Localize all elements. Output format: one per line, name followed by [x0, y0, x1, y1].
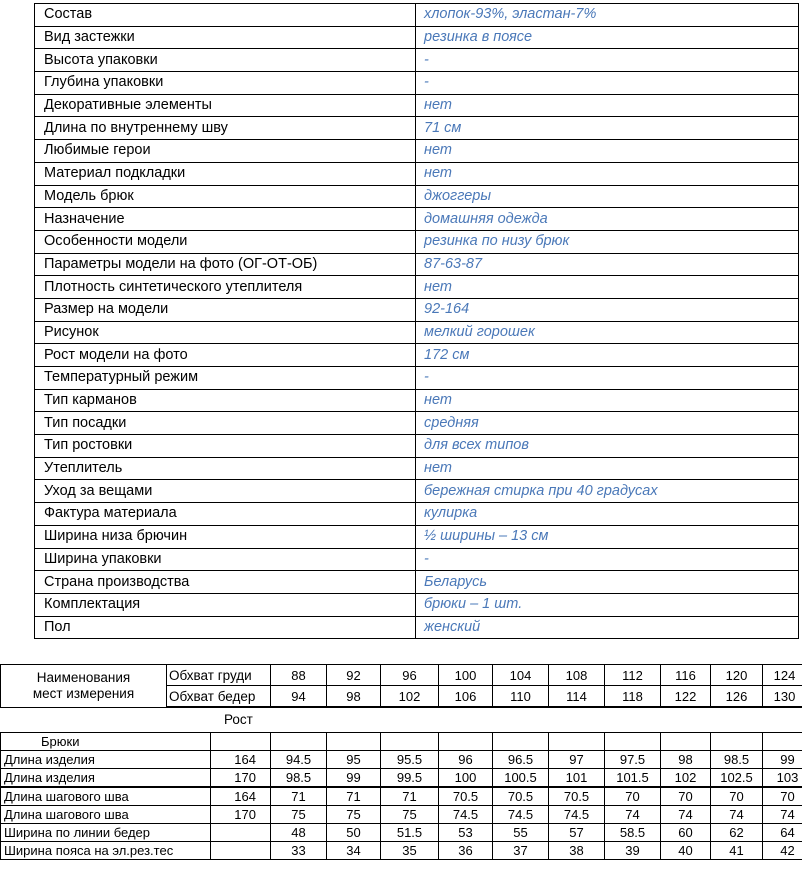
spec-label: Вид застежки	[35, 26, 416, 49]
measurement-value: 94.5	[271, 751, 327, 769]
spec-label: Особенности модели	[35, 230, 416, 253]
measurement-value: 74	[763, 806, 802, 824]
empty-cell	[439, 733, 493, 751]
empty-cell	[327, 733, 381, 751]
measurement-value: 53	[439, 824, 493, 842]
spec-row	[35, 525, 799, 548]
measurement-label: Длина изделия	[1, 769, 211, 788]
spec-value: нет	[416, 389, 799, 412]
measurement-value: 74	[605, 806, 661, 824]
measurement-value: 70.5	[549, 787, 605, 806]
measurement-value: 71	[327, 787, 381, 806]
spec-label: Плотность синтетического утеплителя	[35, 276, 416, 299]
spec-label: Рисунок	[35, 321, 416, 344]
measurement-label: Ширина пояса на эл.рез.тес	[1, 842, 211, 860]
measurement-value: 51.5	[381, 824, 439, 842]
measurement-value: 74.5	[549, 806, 605, 824]
hip-girth-value: 118	[605, 686, 661, 708]
spec-value: нет	[416, 94, 799, 117]
hip-girth-value: 102	[381, 686, 439, 708]
measurement-value: 98.5	[271, 769, 327, 788]
spec-value: брюки – 1 шт.	[416, 593, 799, 616]
measurement-height: 170	[211, 806, 271, 824]
hip-girth-value: 106	[439, 686, 493, 708]
measurement-value: 97.5	[605, 751, 661, 769]
measurement-value: 95.5	[381, 751, 439, 769]
measurement-row	[1, 787, 802, 806]
hip-girth-value: 98	[327, 686, 381, 708]
measurement-value: 70	[605, 787, 661, 806]
measurement-height	[211, 824, 271, 842]
spec-label: Комплектация	[35, 593, 416, 616]
measurement-value: 64	[763, 824, 802, 842]
chest-girth-value: 120	[711, 665, 763, 686]
measurement-value: 34	[327, 842, 381, 860]
spec-row	[35, 321, 799, 344]
measurement-value: 55	[493, 824, 549, 842]
spec-row	[35, 49, 799, 72]
spec-value: нет	[416, 162, 799, 185]
measurement-value: 100.5	[493, 769, 549, 788]
measurement-value: 57	[549, 824, 605, 842]
spec-label: Длина по внутреннему шву	[35, 117, 416, 140]
spec-row	[35, 503, 799, 526]
measurement-value: 96	[439, 751, 493, 769]
measurement-value: 102.5	[711, 769, 763, 788]
measurement-value: 41	[711, 842, 763, 860]
measurement-value: 101.5	[605, 769, 661, 788]
empty-cell	[605, 733, 661, 751]
spec-value: резинка в поясе	[416, 26, 799, 49]
spec-value: резинка по низу брюк	[416, 230, 799, 253]
spec-label: Параметры модели на фото (ОГ-ОТ-ОБ)	[35, 253, 416, 276]
spec-row	[35, 480, 799, 503]
spec-value: кулирка	[416, 503, 799, 526]
spec-value: -	[416, 49, 799, 72]
measurement-value: 98	[661, 751, 711, 769]
measurement-value: 103	[763, 769, 802, 788]
measurement-value: 99	[327, 769, 381, 788]
spec-row	[35, 593, 799, 616]
spec-value: ½ ширины – 13 см	[416, 525, 799, 548]
measurement-value: 74.5	[439, 806, 493, 824]
hip-girth-value: 122	[661, 686, 711, 708]
spec-value: 87-63-87	[416, 253, 799, 276]
measurement-value: 74	[661, 806, 711, 824]
spec-value: -	[416, 72, 799, 95]
measurement-row	[1, 824, 802, 842]
measurement-value: 60	[661, 824, 711, 842]
measurement-value: 50	[327, 824, 381, 842]
measurement-value: 71	[381, 787, 439, 806]
empty-cell	[711, 733, 763, 751]
spec-label: Тип посадки	[35, 412, 416, 435]
spec-label: Назначение	[35, 208, 416, 231]
measurement-value: 74	[711, 806, 763, 824]
spec-label: Тип карманов	[35, 389, 416, 412]
measurement-value: 70	[763, 787, 802, 806]
spec-row	[35, 162, 799, 185]
measurement-value: 48	[271, 824, 327, 842]
spec-value: 71 см	[416, 117, 799, 140]
size-chart-measurements-table	[0, 732, 802, 860]
spec-row	[35, 457, 799, 480]
hip-girth-value: 94	[271, 686, 327, 708]
spec-row	[35, 94, 799, 117]
spec-value: Беларусь	[416, 571, 799, 594]
measurement-height	[211, 842, 271, 860]
spec-label: Состав	[35, 4, 416, 27]
spec-row	[35, 435, 799, 458]
empty-cell	[271, 733, 327, 751]
spec-value: средняя	[416, 412, 799, 435]
measurement-value: 99	[763, 751, 802, 769]
measurement-value: 70.5	[439, 787, 493, 806]
spec-label: Глубина упаковки	[35, 72, 416, 95]
spec-row	[35, 298, 799, 321]
spec-label: Высота упаковки	[35, 49, 416, 72]
spec-value: домашняя одежда	[416, 208, 799, 231]
measurement-label: Ширина по линии бедер	[1, 824, 211, 842]
spec-value: -	[416, 548, 799, 571]
spec-label: Утеплитель	[35, 457, 416, 480]
chest-girth-value: 112	[605, 665, 661, 686]
chest-girth-value: 100	[439, 665, 493, 686]
chest-girth-value: 104	[493, 665, 549, 686]
spec-row	[35, 208, 799, 231]
spec-label: Температурный режим	[35, 367, 416, 390]
spec-label: Пол	[35, 616, 416, 639]
spec-row	[35, 26, 799, 49]
hip-girth-value: 130	[763, 686, 802, 708]
spec-label: Модель брюк	[35, 185, 416, 208]
size-chart-header-name	[1, 665, 167, 708]
measurement-value: 102	[661, 769, 711, 788]
empty-cell	[661, 733, 711, 751]
spec-value: бережная стирка при 40 градусах	[416, 480, 799, 503]
spec-label: Уход за вещами	[35, 480, 416, 503]
spec-row	[35, 344, 799, 367]
measurement-height: 164	[211, 787, 271, 806]
measurement-value: 95	[327, 751, 381, 769]
empty-cell	[381, 733, 439, 751]
spec-value: 92-164	[416, 298, 799, 321]
hip-girth-value: 114	[549, 686, 605, 708]
product-spec-body	[35, 4, 799, 639]
measurement-row	[1, 751, 802, 769]
hip-girth-value: 110	[493, 686, 549, 708]
measurement-value: 70	[661, 787, 711, 806]
chest-girth-value: 116	[661, 665, 711, 686]
measurement-value: 74.5	[493, 806, 549, 824]
size-chart	[0, 664, 802, 872]
spec-row	[35, 616, 799, 639]
measurement-value: 96.5	[493, 751, 549, 769]
measurement-value: 75	[271, 806, 327, 824]
spec-label: Декоративные элементы	[35, 94, 416, 117]
section-label: Брюки	[1, 733, 211, 751]
spec-label: Рост модели на фото	[35, 344, 416, 367]
spec-row	[35, 571, 799, 594]
measurement-value: 38	[549, 842, 605, 860]
measurement-value: 75	[381, 806, 439, 824]
measurement-value: 33	[271, 842, 327, 860]
chest-girth-value: 108	[549, 665, 605, 686]
hip-girth-label: Обхват бедер	[167, 686, 271, 708]
measurement-value: 40	[661, 842, 711, 860]
empty-cell	[211, 733, 271, 751]
spec-row	[35, 185, 799, 208]
chest-girth-value: 96	[381, 665, 439, 686]
spec-row	[35, 140, 799, 163]
spec-value: -	[416, 367, 799, 390]
spec-value: хлопок-93%, эластан-7%	[416, 4, 799, 27]
spec-value: для всех типов	[416, 435, 799, 458]
measurement-value: 39	[605, 842, 661, 860]
spec-label: Тип ростовки	[35, 435, 416, 458]
measurement-value: 42	[763, 842, 802, 860]
measurement-value: 37	[493, 842, 549, 860]
measurement-value: 71	[271, 787, 327, 806]
spec-value: нет	[416, 457, 799, 480]
spec-row	[35, 412, 799, 435]
height-column-label: Рост	[224, 712, 253, 727]
spec-label: Любимые герои	[35, 140, 416, 163]
spec-row	[35, 230, 799, 253]
measurement-value: 62	[711, 824, 763, 842]
hip-girth-value: 126	[711, 686, 763, 708]
spec-label: Страна производства	[35, 571, 416, 594]
spec-label: Материал подкладки	[35, 162, 416, 185]
empty-cell	[549, 733, 605, 751]
measurement-value: 58.5	[605, 824, 661, 842]
spec-value: 172 см	[416, 344, 799, 367]
spec-label: Размер на модели	[35, 298, 416, 321]
header-name-line2: мест измерения	[32, 685, 135, 701]
chest-girth-value: 124	[763, 665, 802, 686]
spec-value: нет	[416, 276, 799, 299]
measurement-value: 35	[381, 842, 439, 860]
measurement-height: 164	[211, 751, 271, 769]
measurement-value: 101	[549, 769, 605, 788]
measurement-value: 70	[711, 787, 763, 806]
measurement-row	[1, 769, 802, 788]
chest-girth-label: Обхват груди	[167, 665, 271, 686]
spec-row	[35, 389, 799, 412]
product-spec-table	[34, 3, 799, 639]
empty-cell	[493, 733, 549, 751]
measurement-label: Длина шагового шва	[1, 787, 211, 806]
measurement-row	[1, 842, 802, 860]
measurement-value: 36	[439, 842, 493, 860]
header-name-line1: Наименования	[36, 669, 131, 685]
spec-label: Ширина упаковки	[35, 548, 416, 571]
spec-row	[35, 367, 799, 390]
chest-girth-value: 88	[271, 665, 327, 686]
spec-row	[35, 72, 799, 95]
spec-value: мелкий горошек	[416, 321, 799, 344]
spec-label: Ширина низа брючин	[35, 525, 416, 548]
measurement-value: 98.5	[711, 751, 763, 769]
spec-row	[35, 117, 799, 140]
size-chart-girth-table	[0, 664, 802, 708]
spec-value: джоггеры	[416, 185, 799, 208]
measurement-value: 75	[327, 806, 381, 824]
measurement-value: 99.5	[381, 769, 439, 788]
spec-row	[35, 4, 799, 27]
measurements-body	[1, 733, 802, 860]
measurement-label: Длина изделия	[1, 751, 211, 769]
spec-row	[35, 548, 799, 571]
spec-value: женский	[416, 616, 799, 639]
measurement-value: 70.5	[493, 787, 549, 806]
spec-label: Фактура материала	[35, 503, 416, 526]
spec-value: нет	[416, 140, 799, 163]
chest-girth-value: 92	[327, 665, 381, 686]
empty-cell	[763, 733, 802, 751]
measurement-label: Длина шагового шва	[1, 806, 211, 824]
spec-row	[35, 276, 799, 299]
measurement-value: 100	[439, 769, 493, 788]
spec-row	[35, 253, 799, 276]
measurement-height: 170	[211, 769, 271, 788]
measurement-value: 97	[549, 751, 605, 769]
measurement-row	[1, 806, 802, 824]
